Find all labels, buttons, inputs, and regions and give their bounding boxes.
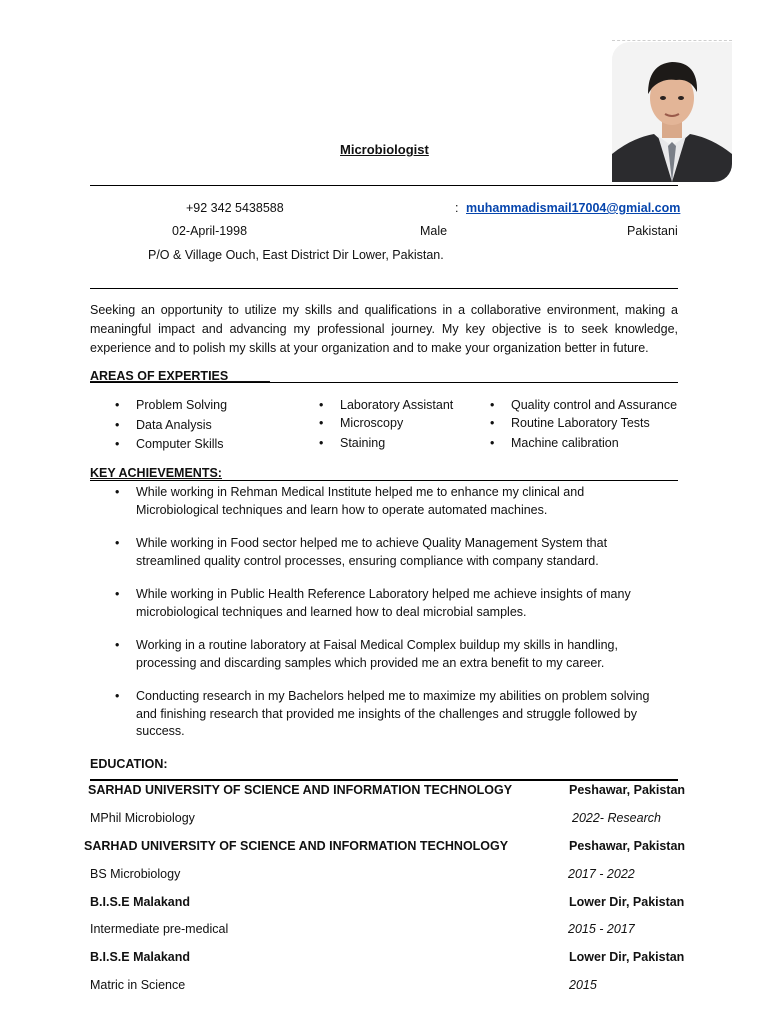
- degree-years: 2015: [569, 978, 597, 992]
- phone-number: +92 342 5438588: [186, 201, 284, 215]
- degree-years: 2017 - 2022: [568, 867, 635, 881]
- date-of-birth: 02-April-1998: [172, 224, 248, 238]
- skill-item: • Machine calibration: [511, 436, 619, 450]
- institution-name: B.I.S.E Malakand: [90, 950, 191, 964]
- email-link[interactable]: muhammadismail17004@gmial.com: [466, 201, 681, 215]
- achievements-divider: [90, 480, 678, 481]
- institution-location: Lower Dir, Pakistan: [569, 950, 685, 964]
- skill-item: • Problem Solving: [136, 398, 227, 412]
- skill-item: • Microscopy: [340, 416, 403, 430]
- institution-location: Peshawar, Pakistan: [569, 783, 686, 797]
- contact-divider: [90, 288, 678, 289]
- achievement-item: • While working in Public Health Reference Laboratory helped me achieve insights of many microbiological techniques and learned how to deal microbial samples.: [136, 586, 666, 621]
- page-title: Microbiologist: [340, 142, 429, 157]
- photo-border-top: [612, 40, 732, 41]
- skill-item: • Laboratory Assistant: [340, 398, 453, 412]
- institution-location: Lower Dir, Pakistan: [569, 895, 685, 909]
- nationality: Pakistani: [627, 224, 678, 238]
- institution-location: Peshawar, Pakistan: [569, 839, 686, 853]
- address: P/O & Village Ouch, East District Dir Lower, Pakistan.: [148, 248, 444, 262]
- degree-name: Matric in Science: [90, 978, 186, 992]
- expertise-divider: [90, 382, 678, 383]
- profile-photo: [612, 42, 732, 182]
- education-heading: EDUCATION:: [90, 757, 168, 771]
- skill-item: • Staining: [340, 436, 385, 450]
- achievements-heading: KEY ACHIEVEMENTS:: [90, 466, 222, 480]
- skill-item: • Routine Laboratory Tests: [511, 416, 650, 430]
- skill-item: • Data Analysis: [136, 418, 212, 432]
- achievement-item: • Working in a routine laboratory at Faisal Medical Complex buildup my skills in handling, processing and discarding samples which provided me an extra benefit to my career.: [136, 637, 666, 672]
- education-divider: [90, 779, 678, 781]
- institution-name: SARHAD UNIVERSITY OF SCIENCE AND INFORMATION TECHNOLOGY: [84, 839, 509, 853]
- header-divider: [90, 185, 678, 186]
- degree-name: BS Microbiology: [90, 867, 181, 881]
- career-summary: Seeking an opportunity to utilize my skills and qualifications in a collaborative environment, making a meaningful impact and advancing my professional journey. My key objective is to seek knowledge, experience and to polish my skills at your organization and to make your organization better in future.: [90, 303, 678, 355]
- skill-item: • Quality control and Assurance: [511, 398, 677, 412]
- email-prefix: :: [455, 201, 459, 215]
- skill-item: • Computer Skills: [136, 437, 224, 451]
- achievement-item: • Conducting research in my Bachelors helped me to maximize my abilities on problem solving and finishing research that provided me insights of the challenges and struggle followed by success.: [136, 688, 666, 741]
- gender: Male: [420, 224, 448, 238]
- degree-name: MPhil Microbiology: [90, 811, 195, 825]
- degree-years: 2022- Research: [572, 811, 661, 825]
- institution-name: B.I.S.E Malakand: [90, 895, 191, 909]
- expertise-heading: AREAS OF EXPERTIES______: [90, 369, 270, 383]
- degree-years: 2015 - 2017: [568, 922, 635, 936]
- institution-name: SARHAD UNIVERSITY OF SCIENCE AND INFORMATION TECHNOLOGY: [88, 783, 513, 797]
- achievement-item: • While working in Rehman Medical Institute helped me to enhance my clinical and Microbiological techniques and learn how to operate automated machines.: [136, 484, 666, 519]
- degree-name: Intermediate pre-medical: [90, 922, 229, 936]
- achievement-item: • While working in Food sector helped me to achieve Quality Management System that streamlined quality control processes, ensuring compliance with company standard.: [136, 535, 666, 570]
